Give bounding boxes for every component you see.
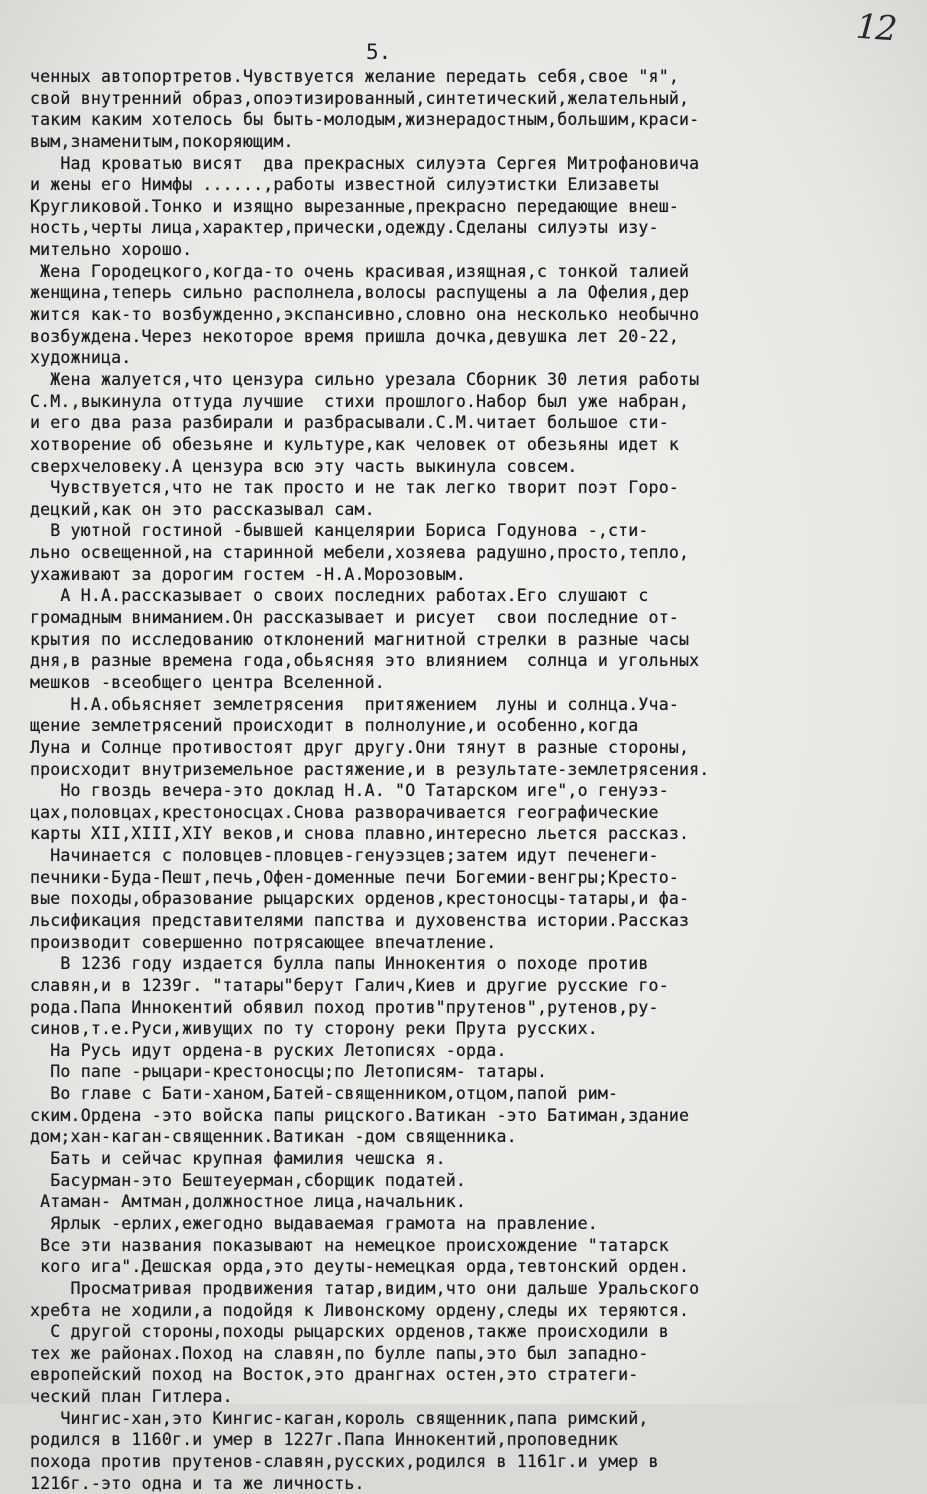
- handwritten-sheet-number: 12: [854, 6, 897, 50]
- text-line: Басурман-это Бештеуерман,сборщик податей.: [30, 1170, 467, 1190]
- text-line: Над кроватью висят два прекрасных силуэта Сергея Митрофановича: [30, 153, 700, 173]
- text-line: европейский поход на Восток,это дрангнах остен,это стратеги-: [30, 1365, 639, 1385]
- text-line: дня,в разные времена года,обьясняя это влиянием солнца и угольных: [30, 651, 700, 671]
- text-line: ским.Ордена -это войска папы рицского.Ватикан -это Батиман,здание: [30, 1105, 690, 1125]
- text-line: рода.Папа Иннокентий обявил поход против"прутенов",рутенов,ру-: [30, 997, 659, 1017]
- text-line: децкий,как он это рассказывал сам.: [30, 499, 375, 519]
- text-line: сверхчеловеку.А цензура всю эту часть выкинула совсем.: [30, 456, 578, 476]
- text-line: происходит внутриземельное растяжение,и в результате-землетрясения.: [30, 759, 710, 779]
- text-line: Кругликовой.Тонко и изящно вырезанные,прекрасно передающие внеш-: [30, 196, 679, 216]
- text-line: Луна и Солнце противостоят друг другу.Они тянут в разные стороны,: [30, 737, 690, 757]
- text-line: крытия по исследованию отклонений магнитной стрелки в разные часы: [30, 629, 690, 649]
- text-line: синов,т.е.Руси,живущих по ту сторону реки Прута русских.: [30, 1019, 598, 1039]
- text-line: кого ига".Дешская орда,это деуты-немецкая орда,тевтонский орден.: [30, 1257, 690, 1277]
- text-line: громадным вниманием.Он рассказывает и рисует свои последние от-: [30, 608, 679, 628]
- text-line: цах,половцах,крестоносцах.Снова разворачивается географические: [30, 802, 659, 822]
- text-line: карты XII,XIII,XIY веков,и снова плавно,интересно льется рассказ.: [30, 824, 690, 844]
- text-line: Но гвоздь вечера-это доклад Н.А. "О Татарском иге",о генуэз-: [30, 781, 669, 801]
- text-line: Чувствуется,что не так просто и не так легко творит поэт Горо-: [30, 478, 679, 498]
- text-line: ческий план Гитлера.: [30, 1387, 233, 1407]
- text-line: родился в 1160г.и умер в 1227г.Папа Иннокентий,проповедник: [30, 1430, 619, 1450]
- text-line: А Н.А.рассказывает о своих последних работах.Его слушают с: [30, 586, 649, 606]
- text-line: 1216г.-это одна и та же личность.: [30, 1473, 365, 1493]
- text-line: Начинается с половцев-пловцев-генуэзцев;затем идут печенеги-: [30, 846, 659, 866]
- text-line: женщина,теперь сильно располнела,волосы распущены а ла Офелия,дер: [30, 283, 690, 303]
- text-line: С.М.,выкинула оттуда лучшие стихи прошлого.Набор был уже набран,: [30, 391, 690, 411]
- text-line: вым,знаменитым,покоряющим.: [30, 131, 294, 151]
- text-line: и жены его Нимфы ......,работы известной силуэтистки Елизаветы: [30, 175, 659, 195]
- text-line: вые походы,образование рыцарских орденов,крестоносцы-татары,и фа-: [30, 889, 690, 909]
- text-line: художница.: [30, 348, 132, 368]
- text-line: и его два раза разбирали и разбрасывали.С.М.читает большое сти-: [30, 413, 669, 433]
- body-text: [30, 66, 910, 1494]
- text-line: мительно хорошо.: [30, 240, 193, 260]
- text-line: В 1236 году издается булла папы Иннокентия о походе против: [30, 954, 649, 974]
- text-line: хотворение об обезьяне и культуре,как человек от обезьяны идет к: [30, 434, 679, 454]
- text-line: На Русь идут ордена-в руских Летописях -орда.: [30, 1040, 507, 1060]
- text-line: Жена Городецкого,когда-то очень красивая,изящная,с тонкой талией: [30, 261, 690, 281]
- text-line: производит совершенно потрясающее впечатление.: [30, 932, 497, 952]
- text-line: ченных автопортретов.Чувствуется желание передать себя,свое "я",: [30, 67, 679, 86]
- text-line: Жена жалуется,что цензура сильно урезала Сборник 30 летия работы: [30, 369, 700, 389]
- text-line: льсификация представителями папства и духовенства истории.Рассказ: [30, 910, 690, 930]
- text-line: С другой стороны,походы рыцарских орденов,также происходили в: [30, 1322, 669, 1342]
- text-line: Чингис-хан,это Кингис-каган,король священник,папа римский,: [30, 1408, 649, 1428]
- text-line: печники-Буда-Пешт,печь,Офен-доменные печи Богемии-венгры;Кресто-: [30, 867, 679, 887]
- text-line: Все эти названия показывают на немецкое происхождение "татарск: [30, 1235, 669, 1255]
- text-line: Просматривая продвижения татар,видим,что они дальше Уральского: [30, 1278, 700, 1298]
- text-line: жится как-то возбужденно,экспансивно,словно она несколько необычно: [30, 305, 700, 325]
- text-line: льно освещенной,на старинной мебели,хозяева радушно,просто,тепло,: [30, 543, 690, 563]
- text-line: тех же районах.Поход на славян,по булле папы,это был западно-: [30, 1343, 649, 1363]
- text-line: таким каким хотелось бы быть-молодым,жизнерадостным,большим,краси-: [30, 110, 700, 130]
- text-line: мешков -всеобщего центра Вселенной.: [30, 672, 385, 692]
- text-line: Ярлык -ерлих,ежегодно выдаваемая грамота на правление.: [30, 1213, 598, 1233]
- text-line: похода против прутенов-славян,русских,родился в 1161г.и умер в: [30, 1452, 659, 1471]
- text-line: ность,черты лица,характер,прически,одежду.Сделаны силуэты изу-: [30, 218, 659, 238]
- text-line: славян,и в 1239г. "татары"берут Галич,Киев и другие русские го-: [30, 975, 669, 995]
- text-line: возбуждена.Через некоторое время пришла дочка,девушка лет 20-22,: [30, 326, 679, 346]
- text-line: Во главе с Бати-ханом,Батей-священником,отцом,папой рим-: [30, 1084, 619, 1104]
- text-line: Бать и сейчас крупная фамилия чешска я.: [30, 1149, 446, 1169]
- text-line: щение землетрясений происходит в полнолуние,и особенно,когда: [30, 716, 639, 736]
- page-number: 5.: [366, 40, 392, 64]
- text-line: свой внутренний образ,опоэтизированный,синтетический,желательный,: [30, 88, 690, 108]
- text-line: По папе -рыцари-крестоносцы;по Летописям- татары.: [30, 1062, 548, 1082]
- text-line: Н.А.обьясняет землетрясения притяжением луны и солнца.Уча-: [30, 694, 679, 714]
- text-line: ухаживают за дорогим гостем -Н.А.Морозовым.: [30, 564, 467, 584]
- text-line: хребта не ходили,а подойдя к Ливонскому ордену,следы их теряются.: [30, 1300, 690, 1320]
- text-line: дом;хан-каган-священник.Ватикан -дом священника.: [30, 1127, 517, 1147]
- text-line: В уютной гостиной -бывшей канцелярии Бориса Годунова -,сти-: [30, 521, 649, 541]
- text-line: Атаман- Амтман,должностное лица,начальник.: [30, 1192, 467, 1212]
